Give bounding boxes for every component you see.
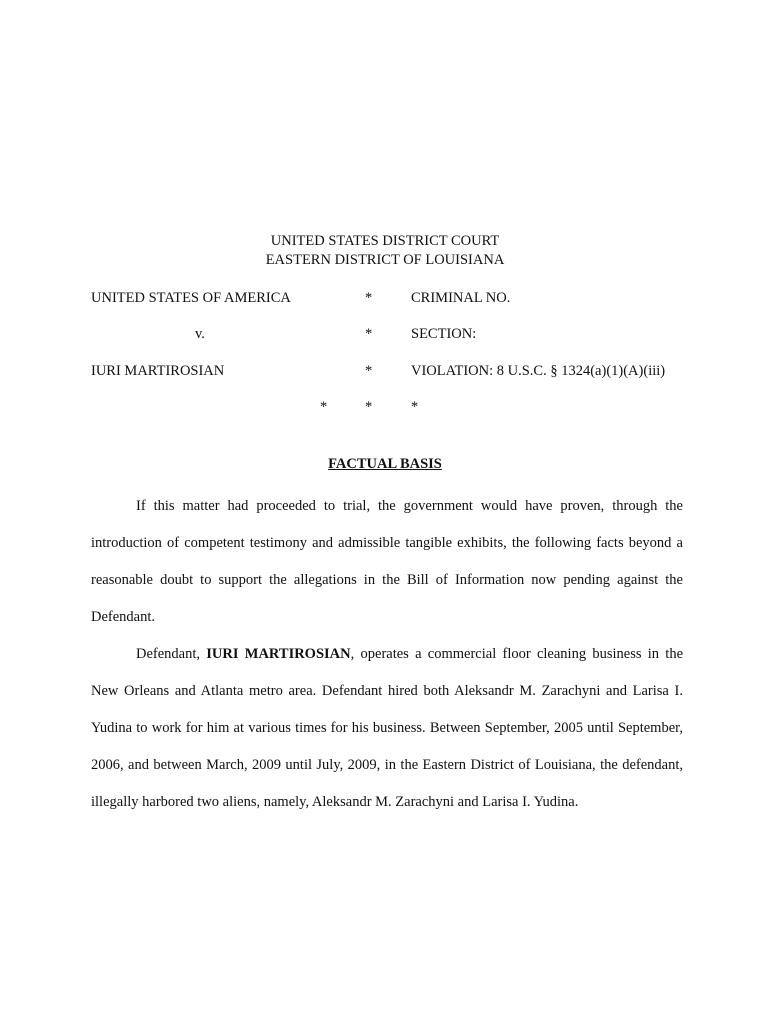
section-label: SECTION: [411,326,477,342]
court-district: EASTERN DISTRICT OF LOUISIANA [265,252,505,268]
violation-label: VIOLATION: 8 U.S.C. § 1324(a)(1)(A)(iii) [411,363,666,379]
separator-asterisk: * [365,399,373,415]
caption-row-versus [0,324,770,344]
caption-asterisk: * [365,290,373,306]
caption-asterisk: * [365,326,373,342]
paragraph-2 [91,636,683,821]
defendant-name-bold: IURI MARTIROSIAN [206,646,351,662]
versus-label: v. [195,326,205,342]
court-header [0,232,770,270]
caption-row-plaintiff [0,288,770,308]
paragraph-1: If this matter had proceeded to trial, the government would have proven, through the introduction of competent testimony and admissible tangible exhibits, the following facts beyond a reasonable doubt to support the allegations in the Bill of Information now pending against the Defendant. [91,498,683,625]
caption-asterisk: * [365,363,373,379]
plaintiff-name: UNITED STATES OF AMERICA [91,290,291,306]
section-title: FACTUAL BASIS [328,456,442,472]
caption-row-defendant [0,361,770,381]
caption-separator [0,397,770,417]
defendant-name: IURI MARTIROSIAN [91,363,225,379]
paragraph-2-rest: , operates a commercial floor cleaning business in the New Orleans and Atlanta metro area. Defendant hired both Aleksandr M. Zarachyni and Larisa I. Yudina to work for him at various times for his business. Between September, 2005 until September, 2006, and between March, 2009 until July, 2009, in the Eastern District of Louisiana, the defendant, illegally harbored two aliens, namely, Aleksandr M. Zarachyni and Larisa I. Yudina. [91,646,684,810]
court-name: UNITED STATES DISTRICT COURT [270,233,500,249]
separator-asterisk: * [320,399,328,415]
paragraph-2-lead: Defendant, [136,646,207,662]
separator-asterisk: * [411,399,419,415]
criminal-number-label: CRIMINAL NO. [411,290,511,306]
document-body [91,488,683,821]
